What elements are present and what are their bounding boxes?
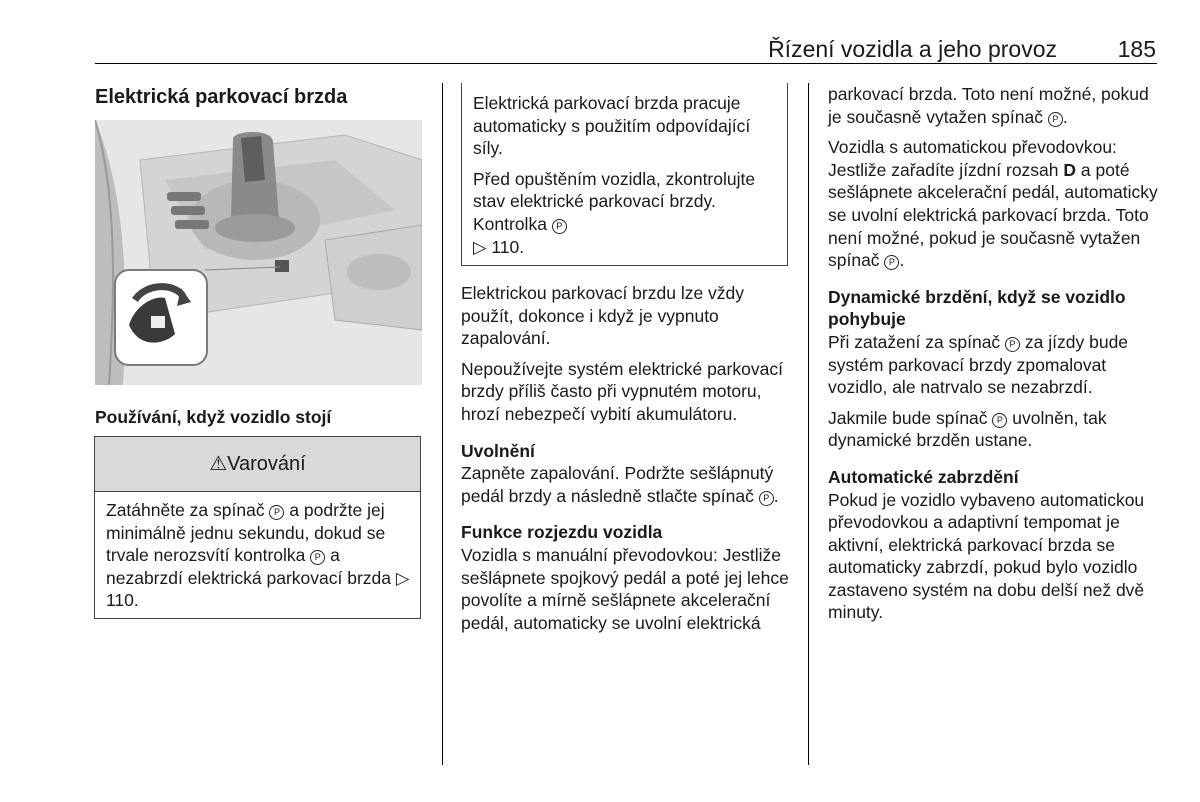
paragraph: parkovací brzda. Toto není možné, pokud je současně vytažen spínač P . bbox=[828, 84, 1149, 127]
column-2-text bbox=[461, 282, 791, 642]
note-box bbox=[461, 83, 788, 266]
parking-brake-icon: P bbox=[992, 413, 1007, 428]
reference-arrow-icon: ▷ bbox=[473, 236, 487, 257]
parking-brake-icon: P bbox=[884, 255, 899, 270]
parking-brake-icon: P bbox=[1048, 112, 1063, 127]
column-divider bbox=[808, 83, 809, 765]
page-reference: 110. bbox=[491, 236, 525, 257]
section-heading: Elektrická parkovací brzda bbox=[95, 86, 348, 108]
column-divider bbox=[442, 83, 443, 765]
subheading: Uvolnění bbox=[461, 440, 535, 461]
reference-arrow-icon: ▷ bbox=[395, 567, 410, 588]
paragraph: Elektrickou parkovací brzdu lze vždy použít, dokonce i když je vypnuto zapalování. bbox=[461, 283, 745, 349]
subheading: Používání, když vozidlo stojí bbox=[95, 407, 332, 427]
warning-body: Zatáhněte za spínač P a podržte jej minimálně jednu sekundu, dokud se trvale nerozsvítí kontrolka P a nezabrzdí elektrická parkovací brzda ▷ 110. bbox=[106, 500, 410, 611]
page-reference: 110. bbox=[106, 590, 139, 611]
parking-brake-illustration bbox=[95, 120, 422, 385]
note-paragraph: Elektrická parkovací brzda pracuje automaticky s použitím odpovídající síly. bbox=[473, 93, 751, 159]
running-header: Řízení vozidla a jeho provoz bbox=[768, 36, 1057, 62]
warning-box bbox=[94, 436, 421, 619]
console-illustration bbox=[95, 120, 422, 385]
paragraph: Při zatažení za spínač P za jízdy bude systém parkovací brzdy zpomalovat vozidlo, ale natrvalo se nezabrzdí. bbox=[828, 331, 1129, 398]
paragraph: Jakmile bude spínač P uvolněn, tak dynamické brzděn ustane. bbox=[828, 407, 1107, 451]
page-number: 185 bbox=[1117, 36, 1156, 62]
subheading: Automatické zabrzdění bbox=[828, 466, 1019, 487]
paragraph: Vozidla s manuální převodovkou: Jestliže sešlápnete spojkový pedál a poté jej lehce povolíte a mírně sešlápnete akcelerační pedál, automaticky se uvolní elektrická bbox=[461, 544, 789, 633]
parking-brake-icon: P bbox=[310, 550, 325, 565]
paragraph: Pokud je vozidlo vybaveno automatickou převodovkou a adaptivní tempomat je aktivní, elektrická parkovací brzda se automaticky zabrzdí, pokud bylo vozidlo zastaveno systém na dobu delší než dvě minuty. bbox=[828, 489, 1145, 623]
header-rule bbox=[95, 63, 1157, 64]
paragraph: Vozidla s automatickou převodovkou: Jestliže zařadíte jízdní rozsah D a poté sešlápnete akcelerační pedál, automaticky se uvolní elektrická parkovací brzda. Toto není možné, pokud je současně vytažen spínač P . bbox=[828, 137, 1158, 271]
parking-brake-icon: P bbox=[1005, 337, 1020, 352]
paragraph: Nepoužívejte systém elektrické parkovací brzdy příliš často při vypnutém motoru, hrozí nebezpečí vybití akumulátoru. bbox=[461, 358, 783, 424]
subheading: Dynamické brzdění, když se vozidlo pohybuje bbox=[828, 286, 1126, 330]
note-paragraph: Před opuštěním vozidla, zkontrolujte stav elektrické parkovací brzdy. Kontrolka P ▷ 110. bbox=[473, 168, 756, 257]
warning-header bbox=[95, 437, 420, 492]
gear-position: D bbox=[1063, 159, 1077, 180]
paragraph: Zapněte zapalování. Podržte sešlápnutý pedál brzdy a následně stlačte spínač P . bbox=[461, 463, 779, 506]
subheading: Funkce rozjezdu vozidla bbox=[461, 522, 663, 543]
warning-title: Varování bbox=[227, 453, 306, 475]
parking-brake-icon: P bbox=[269, 505, 284, 520]
parking-brake-icon: P bbox=[759, 491, 774, 506]
warning-icon: ⚠ bbox=[209, 453, 228, 475]
parking-brake-icon: P bbox=[552, 219, 567, 234]
column-3-text bbox=[828, 83, 1158, 632]
